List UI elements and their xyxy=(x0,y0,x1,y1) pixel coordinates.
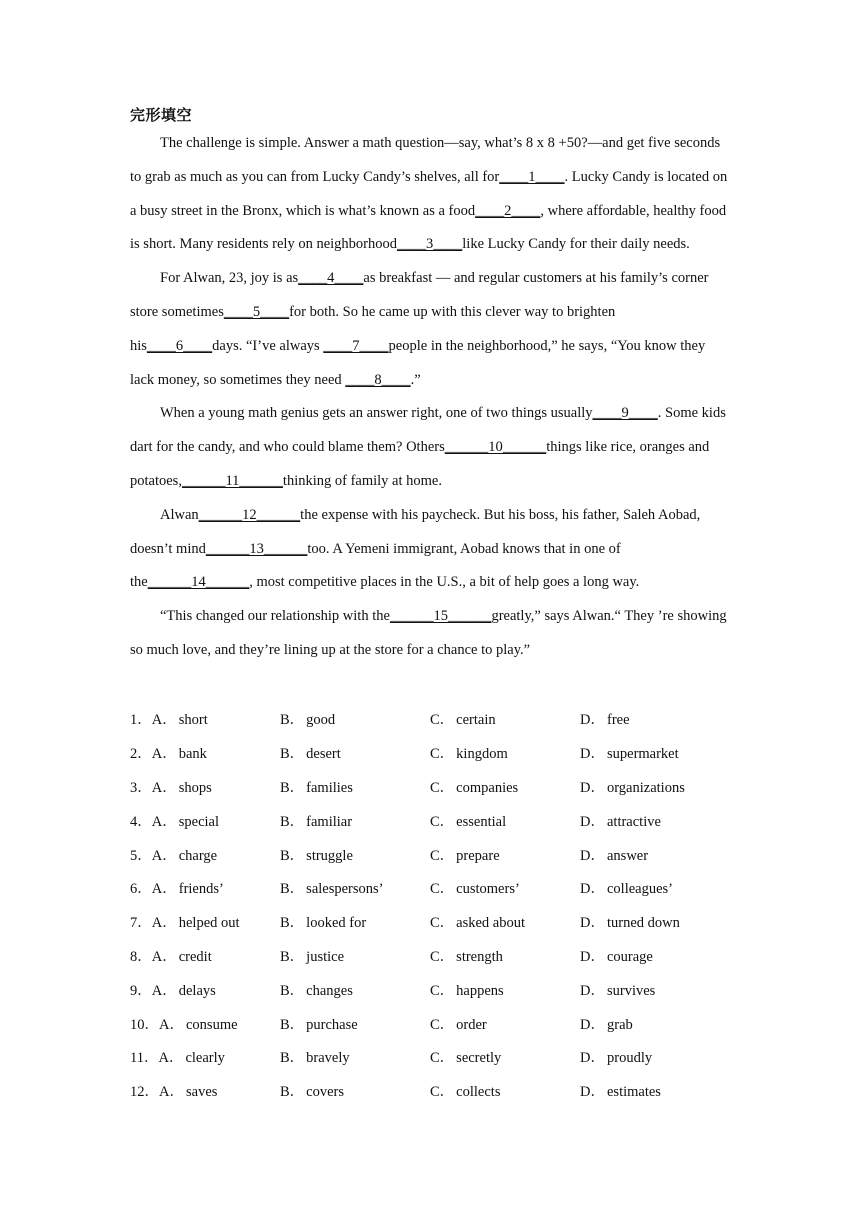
passage-paragraph xyxy=(130,127,730,262)
question-number: 1． xyxy=(130,712,152,729)
option-text: free xyxy=(606,712,630,729)
option-text: bravely xyxy=(306,1050,350,1067)
option-letter: C． xyxy=(430,982,455,999)
option-text: companies xyxy=(456,779,519,796)
cloze-passage xyxy=(130,127,730,668)
passage-text: , where affordable, healthy food is short. Many residents rely on neighborhood xyxy=(130,202,727,253)
blank-number: ____6____ xyxy=(146,337,213,354)
question-row xyxy=(130,803,730,837)
option-letter: B． xyxy=(280,847,305,864)
option-d xyxy=(580,742,730,763)
question-row xyxy=(130,939,730,973)
option-text: collects xyxy=(456,1084,501,1101)
passage-text: The challenge is simple. Answer a math question—say, what’s 8 x 8 +50?—and get five seconds to grab as much as you can from Lucky Candy’s shelves, all for xyxy=(130,135,721,185)
section-heading: 完形填空 xyxy=(130,106,193,124)
passage-text: the expense with his paycheck. But his boss, his father, Saleh Aobad, doesn’t mind xyxy=(130,506,701,557)
blank-number: ______15______ xyxy=(389,608,492,625)
option-letter: D． xyxy=(580,1084,605,1101)
passage-text: When a young math genius gets an answer right, one of two things usually xyxy=(160,405,593,422)
option-letter: C． xyxy=(430,847,455,864)
question-number: 11． xyxy=(130,1050,159,1067)
option-text: order xyxy=(456,1016,487,1033)
option-b xyxy=(280,708,430,729)
question-row xyxy=(130,1040,730,1074)
option-text: answer xyxy=(606,847,649,864)
option-text: saves xyxy=(185,1084,218,1101)
passage-text: . Some kids dart for the candy, and who could blame them? Others xyxy=(130,405,726,456)
option-letter: A． xyxy=(151,948,177,965)
option-c xyxy=(430,844,580,865)
question-number: 2． xyxy=(130,746,152,763)
option-c xyxy=(430,810,580,831)
option-d xyxy=(580,945,730,966)
option-a xyxy=(130,844,280,865)
option-text: helped out xyxy=(178,915,240,932)
option-c xyxy=(430,877,580,898)
option-letter: D． xyxy=(580,847,605,864)
option-text: charge xyxy=(178,847,218,864)
option-c xyxy=(430,979,580,1000)
option-letter: C． xyxy=(430,746,455,763)
option-d xyxy=(580,1046,730,1067)
option-text: estimates xyxy=(606,1084,661,1101)
question-number: 3． xyxy=(130,779,152,796)
blank-number: ____9____ xyxy=(592,405,658,422)
blank-number: ____2____ xyxy=(475,202,541,219)
option-c xyxy=(430,708,580,729)
option-text: supermarket xyxy=(606,746,679,763)
passage-text: For Alwan, 23, joy is as xyxy=(160,270,299,287)
passage-text: for both. So he came up with this clever way to brighten his xyxy=(130,303,616,354)
blank-number: ____4____ xyxy=(298,270,364,287)
option-text: justice xyxy=(306,948,345,965)
question-number: 6． xyxy=(130,881,152,898)
option-letter: C． xyxy=(430,948,455,965)
option-d xyxy=(580,979,730,1000)
option-letter: B． xyxy=(280,1050,305,1067)
question-row xyxy=(130,1074,730,1108)
blank-number: ______10______ xyxy=(444,439,547,456)
option-a xyxy=(130,979,280,1000)
question-row xyxy=(130,770,730,804)
option-d xyxy=(580,911,730,932)
passage-text: , most competitive places in the U.S., a bit of help goes a long way. xyxy=(249,574,640,591)
question-row xyxy=(130,1006,730,1040)
passage-text: greatly,” says Alwan.“ They ’re showing so much love, and they’re lining up at the store for a chance to play.” xyxy=(130,608,727,658)
option-text: covers xyxy=(306,1084,345,1101)
option-text: turned down xyxy=(606,915,680,932)
option-letter: A． xyxy=(151,813,177,830)
option-text: prepare xyxy=(456,847,500,864)
blank-number: ______12______ xyxy=(198,506,301,523)
option-text: essential xyxy=(456,813,507,830)
option-c xyxy=(430,1046,580,1067)
option-a xyxy=(130,1080,280,1101)
option-a xyxy=(130,776,280,797)
option-letter: D． xyxy=(580,1016,605,1033)
option-letter: A． xyxy=(151,915,177,932)
passage-text: as breakfast — and regular customers at his family’s corner store sometimes xyxy=(130,270,709,320)
option-letter: A． xyxy=(158,1050,184,1067)
option-letter: A． xyxy=(151,982,177,999)
option-letter: B． xyxy=(280,915,305,932)
question-number: 10． xyxy=(130,1016,159,1033)
question-row xyxy=(130,736,730,770)
option-a xyxy=(130,742,280,763)
option-text: friends’ xyxy=(178,881,224,898)
option-letter: A． xyxy=(151,712,177,729)
option-b xyxy=(280,1046,430,1067)
option-a xyxy=(130,1013,280,1034)
option-text: bank xyxy=(178,746,207,763)
option-c xyxy=(430,742,580,763)
passage-text: people in the neighborhood,” he says, “You know they lack money, so sometimes they need xyxy=(130,337,706,388)
option-letter: D． xyxy=(580,881,605,898)
option-text: organizations xyxy=(606,779,685,796)
option-letter: B． xyxy=(280,712,305,729)
passage-text: .” xyxy=(410,371,421,388)
option-text: shops xyxy=(178,779,212,796)
option-letter: D． xyxy=(580,746,605,763)
option-text: asked about xyxy=(456,915,526,932)
option-letter: D． xyxy=(580,712,605,729)
passage-text: like Lucky Candy for their daily needs. xyxy=(462,236,690,253)
option-text: changes xyxy=(306,982,353,999)
option-letter: A． xyxy=(151,881,177,898)
option-a xyxy=(130,708,280,729)
passage-text: . Lucky Candy is located on a busy street in the Bronx, which is what’s known as a food xyxy=(130,168,728,219)
option-letter: B． xyxy=(280,1016,305,1033)
option-text: attractive xyxy=(606,813,661,830)
option-text: familiar xyxy=(306,813,353,830)
option-letter: A． xyxy=(159,1016,184,1033)
option-letter: C． xyxy=(430,915,455,932)
option-text: special xyxy=(178,813,219,830)
option-text: delays xyxy=(178,982,216,999)
option-letter: B． xyxy=(280,746,305,763)
option-letter: D． xyxy=(580,779,605,796)
passage-text: things like rice, oranges and potatoes, xyxy=(130,439,710,489)
passage-text: Alwan xyxy=(160,506,199,523)
passage-paragraph xyxy=(130,397,730,498)
option-a xyxy=(130,911,280,932)
option-text: certain xyxy=(456,712,496,729)
option-letter: B． xyxy=(280,982,305,999)
option-text: consume xyxy=(185,1016,238,1033)
option-c xyxy=(430,776,580,797)
option-d xyxy=(580,877,730,898)
option-d xyxy=(580,708,730,729)
option-b xyxy=(280,877,430,898)
passage-paragraph xyxy=(130,262,730,397)
passage-text: days. “I’ve always xyxy=(212,337,324,354)
option-letter: A． xyxy=(151,746,177,763)
option-text: colleagues’ xyxy=(606,881,674,898)
option-text: proudly xyxy=(606,1050,653,1067)
option-c xyxy=(430,945,580,966)
option-text: courage xyxy=(606,948,653,965)
blank-number: ____8____ xyxy=(345,371,411,388)
option-b xyxy=(280,742,430,763)
option-letter: C． xyxy=(430,1050,455,1067)
passage-text: too. A Yemeni immigrant, Aobad knows that in one of the xyxy=(130,540,621,591)
option-text: struggle xyxy=(306,847,353,864)
option-letter: C． xyxy=(430,1016,455,1033)
option-text: families xyxy=(306,779,353,796)
option-b xyxy=(280,945,430,966)
option-text: good xyxy=(306,712,336,729)
blank-number: ____3____ xyxy=(397,236,463,253)
option-letter: C． xyxy=(430,881,455,898)
option-a xyxy=(130,1046,280,1067)
option-text: purchase xyxy=(306,1016,358,1033)
option-letter: B． xyxy=(280,813,305,830)
blank-number: ______14______ xyxy=(147,574,250,591)
option-b xyxy=(280,1080,430,1101)
option-c xyxy=(430,911,580,932)
option-text: survives xyxy=(606,982,656,999)
option-letter: D． xyxy=(580,1050,605,1067)
option-b xyxy=(280,979,430,1000)
option-text: salespersons’ xyxy=(306,881,384,898)
option-text: customers’ xyxy=(456,881,520,898)
option-letter: A． xyxy=(159,1084,184,1101)
option-text: kingdom xyxy=(456,746,508,763)
question-number: 5． xyxy=(130,847,152,864)
option-letter: D． xyxy=(580,813,605,830)
option-text: desert xyxy=(306,746,341,763)
option-text: clearly xyxy=(185,1050,225,1067)
question-number: 12． xyxy=(130,1084,159,1101)
option-d xyxy=(580,1013,730,1034)
option-b xyxy=(280,1013,430,1034)
option-letter: D． xyxy=(580,948,605,965)
option-text: strength xyxy=(456,948,503,965)
option-letter: C． xyxy=(430,712,455,729)
option-a xyxy=(130,945,280,966)
option-letter: C． xyxy=(430,1084,455,1101)
option-d xyxy=(580,844,730,865)
option-c xyxy=(430,1080,580,1101)
option-c xyxy=(430,1013,580,1034)
option-text: grab xyxy=(606,1016,633,1033)
option-text: credit xyxy=(178,948,212,965)
question-row xyxy=(130,972,730,1006)
option-letter: C． xyxy=(430,779,455,796)
option-d xyxy=(580,810,730,831)
option-letter: B． xyxy=(280,1084,305,1101)
option-b xyxy=(280,911,430,932)
blank-number: ______13______ xyxy=(205,540,308,557)
option-letter: B． xyxy=(280,881,305,898)
blank-number: ______11______ xyxy=(181,472,283,489)
option-letter: C． xyxy=(430,813,455,830)
option-b xyxy=(280,776,430,797)
option-a xyxy=(130,810,280,831)
option-b xyxy=(280,844,430,865)
question-number: 9． xyxy=(130,982,152,999)
option-text: short xyxy=(178,712,208,729)
option-letter: D． xyxy=(580,982,605,999)
blank-number: ____7____ xyxy=(323,337,389,354)
option-b xyxy=(280,810,430,831)
blank-number: ____1____ xyxy=(499,168,565,185)
passage-paragraph xyxy=(130,600,730,668)
option-text: happens xyxy=(456,982,504,999)
option-text: looked for xyxy=(306,915,367,932)
question-number: 7． xyxy=(130,915,152,932)
option-letter: D． xyxy=(580,915,605,932)
passage-paragraph xyxy=(130,499,730,600)
answer-options xyxy=(130,702,730,1108)
question-row xyxy=(130,702,730,736)
blank-number: ____5____ xyxy=(223,303,290,320)
question-row xyxy=(130,871,730,905)
question-row xyxy=(130,837,730,871)
question-row xyxy=(130,905,730,939)
option-letter: A． xyxy=(151,847,177,864)
option-letter: B． xyxy=(280,779,305,796)
question-number: 8． xyxy=(130,948,152,965)
passage-text: “This changed our relationship with the xyxy=(160,608,390,625)
option-d xyxy=(580,776,730,797)
option-d xyxy=(580,1080,730,1101)
option-text: secretly xyxy=(456,1050,502,1067)
passage-text: thinking of family at home. xyxy=(282,472,442,489)
question-number: 4． xyxy=(130,813,152,830)
option-letter: B． xyxy=(280,948,305,965)
option-letter: A． xyxy=(151,779,177,796)
option-a xyxy=(130,877,280,898)
